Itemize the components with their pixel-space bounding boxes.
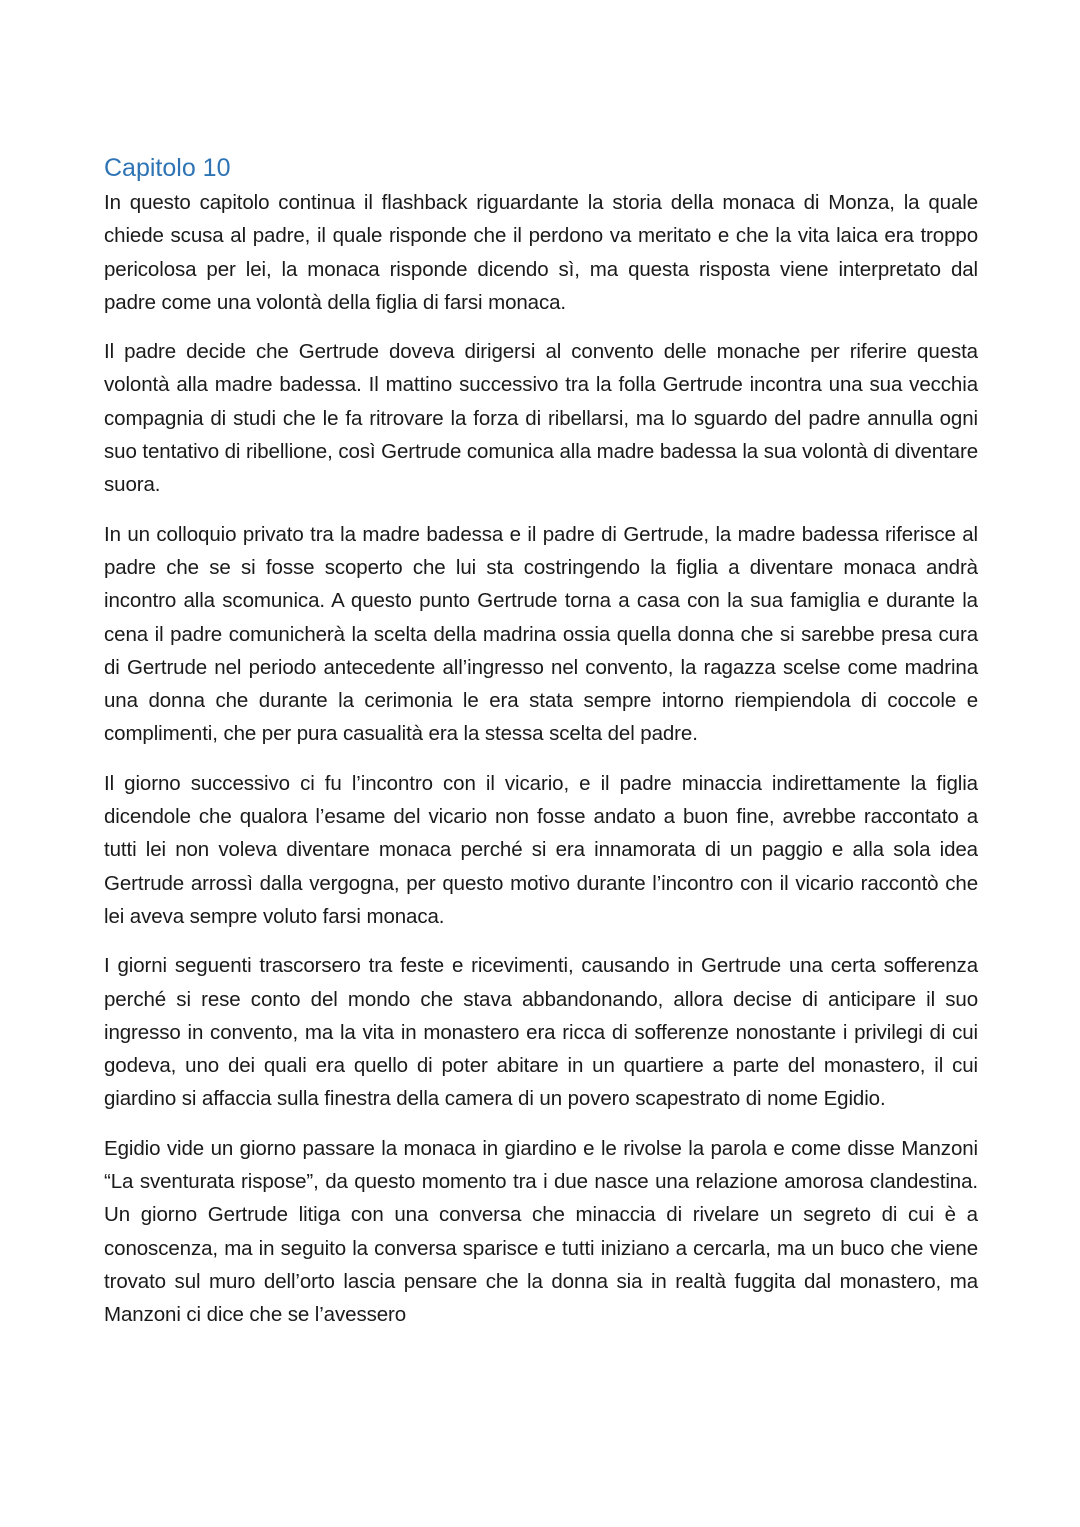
paragraph-2: Il padre decide che Gertrude doveva dirigersi al convento delle monache per riferire questa volontà alla madre badessa. Il mattino successivo tra la folla Gertrude incontra una sua vecchia compagnia di studi che le fa ritrovare la forza di ribellarsi, ma lo sguardo del padre annulla ogni suo tentativo di ribellione, così Gertrude comunica alla madre badessa la sua volontà di diventare suora. <box>104 340 978 497</box>
document-page <box>104 150 978 1348</box>
paragraph-5: I giorni seguenti trascorsero tra feste e ricevimenti, causando in Gertrude una certa sofferenza perché si rese conto del mondo che stava abbandonando, allora decise di anticipare il suo ingresso in convento, ma la vita in monastero era ricca di sofferenze nonostante i privilegi di cui godeva, uno dei quali era quello di poter abitare in un quartiere a parte del monastero, il cui giardino si affaccia sulla finestra della camera di un povero scapestrato di nome Egidio. <box>104 954 978 1111</box>
chapter-title: Capitolo 10 <box>104 154 231 182</box>
paragraph-4: Il giorno successivo ci fu l’incontro con il vicario, e il padre minaccia indirettamente la figlia dicendole che qualora l’esame del vicario non fosse andato a buon fine, avrebbe raccontato a tutti lei non voleva diventare monaca perché si era innamorata di un paggio e alla sola idea Gertrude arrossì dalla vergogna, per questo motivo durante l’incontro con il vicario raccontò che lei aveva sempre voluto farsi monaca. <box>104 771 978 928</box>
paragraph-3: In un colloquio privato tra la madre badessa e il padre di Gertrude, la madre badessa riferisce al padre che se si fosse scoperto che lui sta costringendo la figlia a diventare monaca andrà incontro alla scomunica. A questo punto Gertrude torna a casa con la sua famiglia e durante la cena il padre comunicherà la scelta della madrina ossia quella donna che si sarebbe presa cura di Gertrude nel periodo antecedente all’ingresso nel convento, la ragazza scelse come madrina una donna che durante la cerimonia le era stata sempre intorno riempiendola di coccole e complimenti, che per pura casualità era la stessa scelta del padre. <box>104 522 978 746</box>
paragraph-6: Egidio vide un giorno passare la monaca in giardino e le rivolse la parola e come disse Manzoni “La sventurata rispose”, da questo momento tra i due nasce una relazione amorosa clandestina. Un giorno Gertrude litiga con una conversa che minaccia di rivelare un segreto di cui è a conoscenza, ma in seguito la conversa sparisce e tutti iniziano a cercarla, ma un buco che viene trovato sul muro dell’orto lascia pensare che la donna sia in realtà fuggita dal monastero, ma Manzoni ci dice che se l’avessero <box>104 1136 978 1327</box>
paragraph-1: In questo capitolo continua il flashback riguardante la storia della monaca di Monza, la quale chiede scusa al padre, il quale risponde che il perdono va meritato e che la vita laica era troppo pericolosa per lei, la monaca risponde dicendo sì, ma questa risposta viene interpretato dal padre come una volontà della figlia di farsi monaca. <box>104 191 978 314</box>
